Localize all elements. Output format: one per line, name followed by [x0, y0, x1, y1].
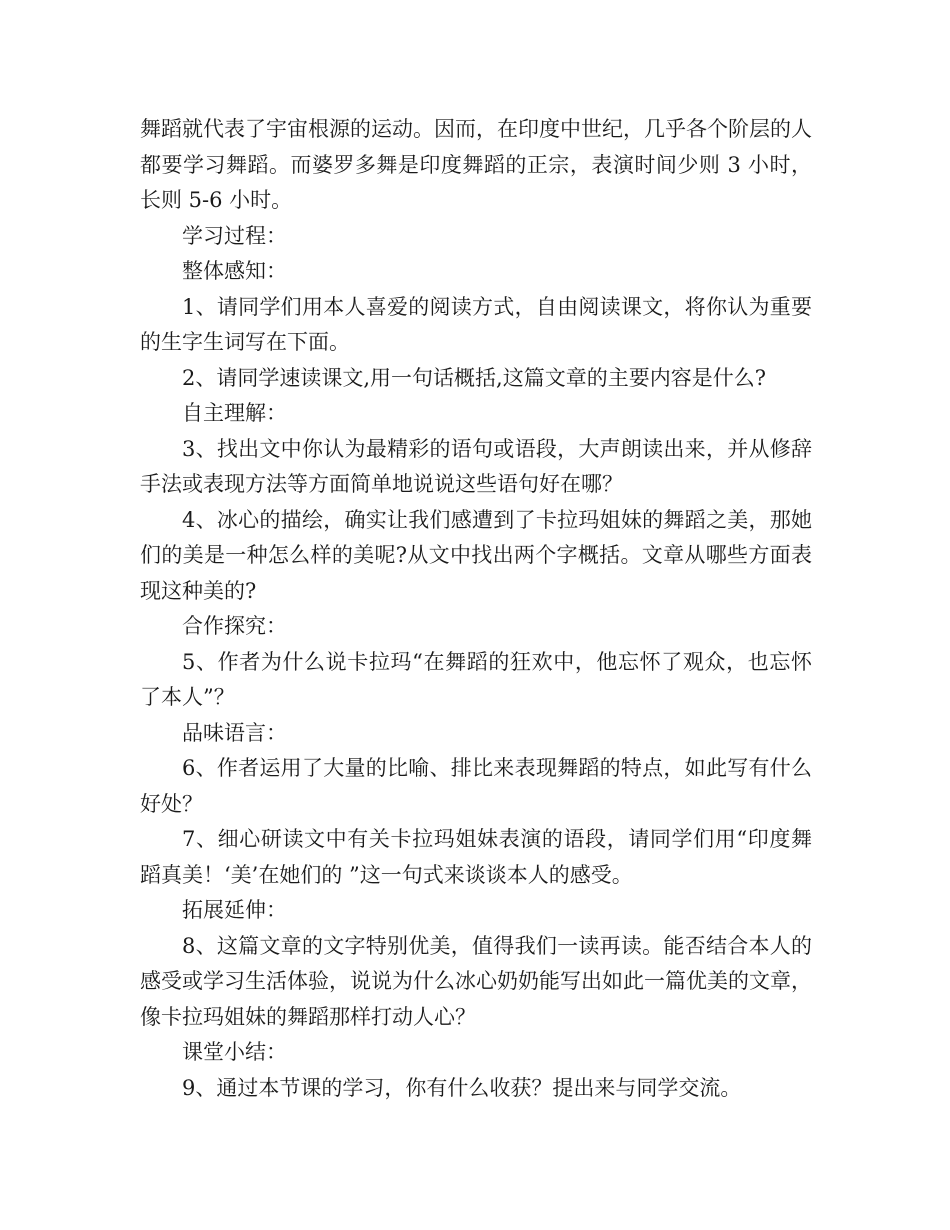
question-6: 6、作者运用了大量的比喻、排比来表现舞蹈的特点，如此写有什么好处？ — [140, 756, 812, 816]
section-heading-overall-perception: 整体感知： — [182, 259, 287, 283]
question-9: 9、通过本节课的学习，你有什么收获？提出来与同学交流。 — [182, 1075, 742, 1100]
section-heading-language-appreciation: 品味语言： — [182, 720, 287, 745]
section-heading-self-understanding: 自主理解： — [182, 401, 287, 425]
question-3: 3、找出文中你认为最精彩的语句或语段，大声朗读出来，并从修辞手法或表现方法等方面简单地说说这些语句好在哪？ — [140, 436, 812, 496]
question-1: 1、请同学们用本人喜爱的阅读方式，自由阅读课文，将你认为重要的生字生词写在下面。 — [140, 294, 812, 354]
section-heading-learning-process: 学习过程： — [182, 223, 287, 248]
section-heading-class-summary: 课堂小结： — [182, 1040, 287, 1064]
document-page — [140, 112, 812, 1106]
question-8: 8、这篇文章的文字特别优美，值得我们一读再读。能否结合本人的感受或学习生活体验，说说为什么冰心奶奶能写出如此一篇优美的文章，像卡拉玛姐妹的舞蹈那样打动人心？ — [140, 933, 812, 1029]
intro-paragraph: 舞蹈就代表了宇宙根源的运动。因而，在印度中世纪，几乎各个阶层的人都要学习舞蹈。而婆罗多舞是印度舞蹈的正宗，表演时间少则 3 小时，长则 5-6 小时。 — [140, 117, 812, 212]
question-7: 7、细心研读文中有关卡拉玛姐妹表演的语段，请同学们用“印度舞蹈真美！‘美’在她们的 ”这一句式来谈谈本人的感受。 — [140, 827, 812, 887]
section-heading-cooperative-inquiry: 合作探究： — [182, 614, 287, 638]
question-4: 4、冰心的描绘，确实让我们感遭到了卡拉玛姐妹的舞蹈之美，那她们的美是一种怎么样的美呢?从文中找出两个字概括。文章从哪些方面表现这种美的? — [140, 507, 812, 603]
question-5: 5、作者为什么说卡拉玛“在舞蹈的狂欢中，他忘怀了观众，也忘怀了本人”？ — [140, 649, 812, 709]
section-heading-extension: 拓展延伸： — [182, 898, 287, 922]
question-2: 2、请同学速读课文,用一句话概括,这篇文章的主要内容是什么? — [182, 365, 766, 390]
